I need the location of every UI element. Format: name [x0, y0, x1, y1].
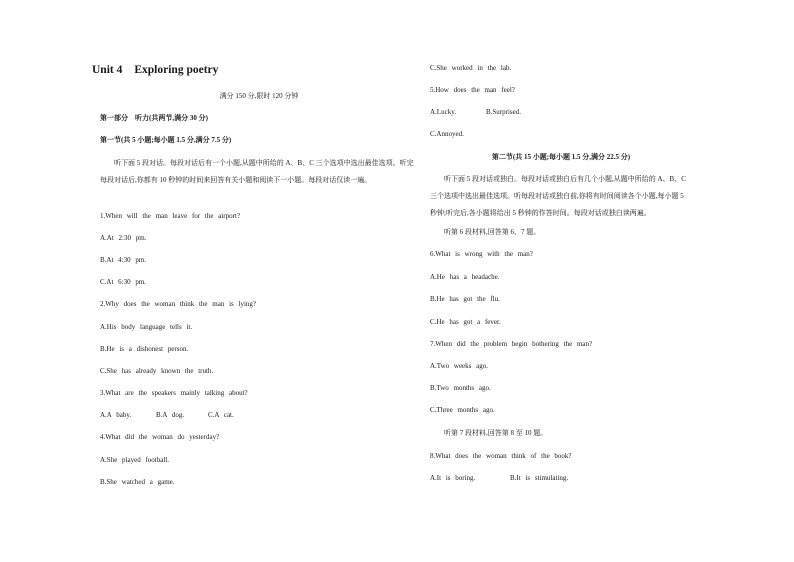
question-3-option-a: A.A baby. — [100, 411, 132, 419]
material-7-instruction: 听第 7 段材料,回答第 8 至 10 题。 — [444, 429, 548, 437]
question-7-option-c: C.Three months ago. — [430, 406, 495, 414]
question-3: 3.What are the speakers mainly talking about? — [100, 389, 248, 397]
question-2-option-b: B.He is a dishonest person. — [100, 345, 189, 353]
question-5: 5.How does the man feel? — [430, 86, 515, 94]
question-8-options — [430, 474, 568, 483]
question-2: 2.Why does the woman think the man is lying? — [100, 300, 257, 308]
material-6-instruction: 听第 6 段材料,回答第 6、7 题。 — [444, 228, 541, 236]
question-7-option-a: A.Two weeks ago. — [430, 362, 488, 370]
question-6-option-a: A.He has a headache. — [430, 273, 500, 281]
page-title — [92, 64, 218, 76]
question-1-option-c: C.At 6:30 pm. — [100, 278, 147, 286]
question-3-options — [100, 411, 234, 420]
question-4-option-b: B.She watched a game. — [100, 478, 175, 486]
section-one-instructions: 听下面 5 段对话。每段对话后有一个小题,从题中所给的 A、B、C 三个选项中选出最佳选项。听完每段对话后,你都有 10 秒钟的时间来回答有关小题和阅读下一小题。每段对话仅读一遍。 — [100, 159, 414, 184]
question-7: 7.When did the problem begin bothering the man? — [430, 340, 593, 348]
question-5-option-c: C.Annoyed. — [430, 130, 464, 138]
question-3-option-b: B.A dog. — [156, 411, 185, 419]
question-2-option-a: A.His body language tells it. — [100, 323, 193, 331]
unit-topic: Exploring poetry — [134, 64, 219, 76]
question-4-option-c: C.She worked in the lab. — [430, 64, 512, 72]
question-8-option-b: B.It is stimulating. — [510, 474, 569, 482]
question-7-option-b: B.Two months ago. — [430, 384, 491, 392]
question-3-option-c: C.A cat. — [208, 411, 234, 419]
part-one-heading: 第一部分 听力(共两节,满分 30 分) — [100, 114, 208, 122]
question-1-option-b: B.At 4:30 pm. — [100, 256, 147, 264]
question-8: 8.What does the woman think of the book? — [430, 452, 572, 460]
question-5-options-ab — [430, 108, 521, 117]
exam-subtitle: 满分 150 分,限时 120 分钟 — [219, 92, 299, 100]
question-6-option-c: C.He has got a fever. — [430, 318, 501, 326]
question-4-option-a: A.She played football. — [100, 456, 169, 464]
unit-number: Unit 4 — [92, 64, 123, 76]
section-one-heading: 第一节(共 5 小题;每小题 1.5 分,满分 7.5 分) — [100, 136, 232, 144]
question-8-option-a: A.It is boring. — [430, 474, 476, 482]
section-two-instructions: 听下面 5 段对话或独白。每段对话或独白后有几个小题,从题中所给的 A、B、C 三个选项中选出最佳选项。听每段对话或独白前,你将有时间阅读各个小题,每小题 5 秒钟;听完后,各小题将给出 5 秒钟的作答时间。每段对话或独白读两遍。 — [430, 175, 686, 217]
question-4: 4.What did the woman do yesterday? — [100, 433, 220, 441]
section-two-heading: 第二节(共 15 小题;每小题 1.5 分,满分 22.5 分) — [491, 153, 631, 161]
question-5-option-b: B.Surprised. — [486, 108, 521, 116]
question-1: 1.When will the man leave for the airport? — [100, 212, 240, 220]
question-5-option-a: A.Lucky. — [430, 108, 456, 116]
question-1-option-a: A.At 2:30 pm. — [100, 234, 147, 242]
question-6-option-b: B.He has got the flu. — [430, 295, 500, 303]
question-2-option-c: C.She has already known the truth. — [100, 367, 214, 375]
question-6: 6.What is wrong with the man? — [430, 250, 533, 258]
